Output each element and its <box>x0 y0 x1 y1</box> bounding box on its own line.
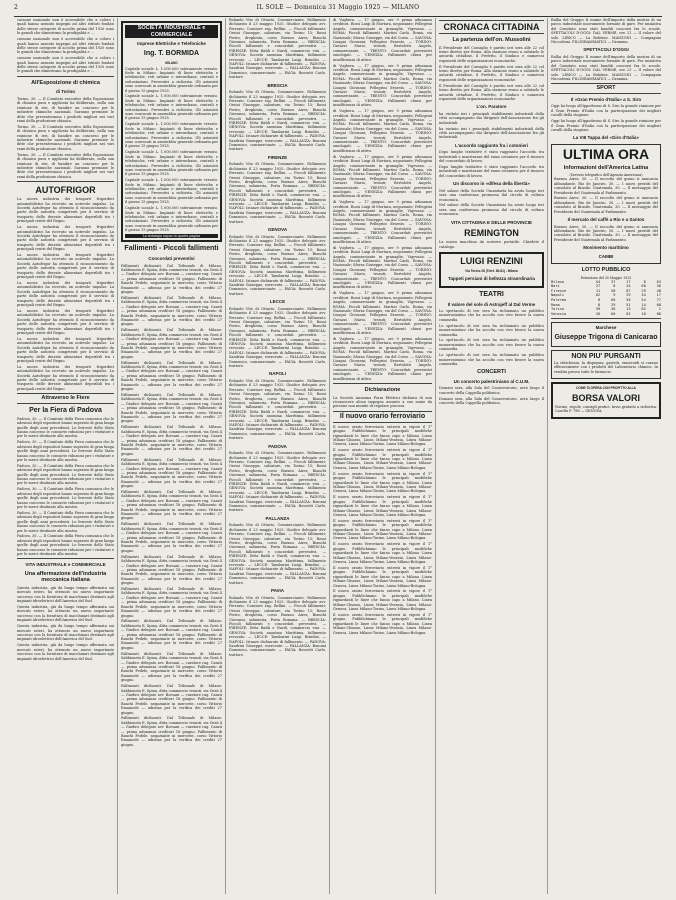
renzini-address: Via Torino 28 (Telef. 89-81) - Milano <box>465 269 518 273</box>
lotto-number: 8 <box>613 284 616 289</box>
col4-head-dichiarazione: Dichiarazione <box>364 387 401 393</box>
lotto-number: 34 <box>641 293 646 298</box>
col6-mercato: Il mercato del caffè a Rio e a Santos <box>567 217 645 223</box>
ad-line2: Imprese Elettriche e Telefoniche <box>137 41 206 46</box>
lotto-number: 51 <box>626 302 631 307</box>
bormida-ad <box>121 21 222 242</box>
lotto-city: Bari <box>551 284 560 289</box>
city-lecce: LECCE <box>269 299 286 305</box>
col2-sub-concordati: Concordati preventivi <box>148 256 195 262</box>
lotto-city: Palermo <box>551 298 567 303</box>
city-genova: GENOVA <box>267 227 288 233</box>
col2-body: Fallimenti dichiarati. Dal Tribunale di Milano: Sabbioneta E. Spina, ditta commercio tessuti, via Gesù 4 — Giudice delegato avv. Borsani — curatore rag. Casati — prima adunanza creditori 18 giugno. Fallimento di Banchi Fedele, negoziante in mercerie, corso Vittorio Emanuele — udienza per la verifica dei crediti 27 giugno. Fallimenti dichiarati. Dal Tribunale di Milano: Sabbioneta E. Spina, ditta commercio tessuti, via Gesù 4 — Giudice delegato avv. Borsani — curatore rag. Casati — prima adunanza creditori 18 giugno. Fallimento di Banchi Fedele, negoziante in mercerie, corso Vittorio Emanuele — udienza per la verifica dei crediti 27 giugno. Fallimenti dichiarati. Dal Tribunale di Milano: Sabbioneta E. Spina, ditta commercio tessuti, via Gesù 4 — Giudice delegato avv. Borsani — curatore rag. Casati — prima adunanza creditori 18 giugno. Fallimento di Banchi Fedele, negoziante in mercerie, corso Vittorio Emanuele — udienza per la verifica dei crediti 27 giugno. Fallimenti dichiarati. Dal Tribunale di Milano: Sabbioneta E. Spina, ditta commercio tessuti, via Gesù 4 — Giudice delegato avv. Borsani — curatore rag. Casati — prima adunanza creditori 18 giugno. Fallimento di Banchi Fedele, negoziante in mercerie, corso Vittorio Emanuele — udienza per la verifica dei crediti 27 giugno. Fallimenti dichiarati. Dal Tribunale di Milano: Sabbioneta E. Spina, ditta commercio tessuti, via Gesù 4 — Giudice delegato avv. Borsani — curatore rag. Casati — prima adunanza creditori 18 giugno. Fallimento di Banchi Fedele, negoziante in mercerie, corso Vittorio Emanuele — udienza per la verifica dei crediti 27 giugno. Fallimenti dichiarati. Dal Tribunale di Milano: Sabbioneta E. Spina, ditta commercio tessuti, via Gesù 4 — Giudice delegato avv. Borsani — curatore rag. Casati — prima adunanza creditori 18 giugno. Fallimento di Banchi Fedele, negoziante in mercerie, corso Vittorio Emanuele — udienza per la verifica dei crediti 27 giugno. Fallimenti dichiarati. Dal Tribunale di Milano: Sabbioneta E. Spina, ditta commercio tessuti, via Gesù 4 — Giudice delegato avv. Borsani — curatore rag. Casati — prima adunanza creditori 18 giugno. Fallimento di Banchi Fedele, negoziante in mercerie, corso Vittorio Emanuele — udienza per la verifica dei crediti 27 giugno. Fallimenti dichiarati. Dal Tribunale di Milano: Sabbioneta E. Spina, ditta commercio tessuti, via Gesù 4 — Giudice delegato avv. Borsani — curatore rag. Casati — prima adunanza creditori 18 giugno. Fallimento di Banchi Fedele, negoziante in mercerie, corso Vittorio Emanuele — udienza per la verifica dei crediti 27 giugno. Fallimenti dichiarati. Dal Tribunale di Milano: Sabbioneta E. Spina, ditta commercio tessuti, via Gesù 4 — Giudice delegato avv. Borsani — curatore rag. Casati — prima adunanza creditori 18 giugno. Fallimento di Banchi Fedele, negoziante in mercerie, corso Vittorio Emanuele — udienza per la verifica dei crediti 27 giugno. Fallimenti dichiarati. Dal Tribunale di Milano: Sabbioneta E. Spina, ditta commercio tessuti, via Gesù 4 — Giudice delegato avv. Borsani — curatore rag. Casati — prima adunanza creditori 18 giugno. Fallimento di Banchi Fedele, negoziante in mercerie, corso Vittorio Emanuele — udienza per la verifica dei crediti 27 giugno. Fallimenti dichiarati. Dal Tribunale di Milano: Sabbioneta E. Spina, ditta commercio tessuti, via Gesù 4 — Giudice delegato avv. Borsani — curatore rag. Casati — prima adunanza creditori 18 giugno. Fallimento di Banchi Fedele, negoziante in mercerie, corso Vittorio Emanuele — udienza per la verifica dei crediti 27 giugno. Fallimenti dichiarati. Dal Tribunale di Milano: Sabbioneta E. Spina, ditta commercio tessuti, via Gesù 4 — Giudice delegato avv. Borsani — curatore rag. Casati — prima adunanza creditori 18 giugno. Fallimento di Banchi Fedele, negoziante in mercerie, corso Vittorio Emanuele — udienza per la verifica dei crediti 27 giugno. Fallimenti dichiarati. Dal Tribunale di Milano: Sabbioneta E. Spina, ditta commercio tessuti, via Gesù 4 — Giudice delegato avv. Borsani — curatore rag. Casati — prima adunanza creditori 18 giugno. Fallimento di Banchi Fedele, negoziante in mercerie, corso Vittorio Emanuele — udienza per la verifica dei crediti 27 giugno. Fallimenti dichiarati. Dal Tribunale di Milano: Sabbioneta E. Spina, ditta commercio tessuti, via Gesù 4 — Giudice delegato avv. Borsani — curatore rag. Casati — prima adunanza creditori 18 giugno. Fallimento di Banchi Fedele, negoziante in mercerie, corso Vittorio Emanuele — udienza per la verifica dei crediti 27 giugno. Fallimenti dichiarati. Dal Tribunale di Milano: Sabbioneta E. Spina, ditta commercio tessuti, via Gesù 4 — Giudice delegato avv. Borsani — curatore rag. Casati — prima adunanza creditori 18 giugno. Fallimento di Banchi Fedele, negoziante in mercerie, corso Vittorio Emanuele — udienza per la verifica dei crediti 27 giugno. <box>121 263 222 747</box>
city-napoli: NAPOLI <box>268 371 286 377</box>
col6-spettacoli: SPETTACOLI D'OGGI <box>583 47 629 53</box>
lotto-number: 11 <box>595 288 601 293</box>
col6-sport-head: Il «Gran Premio d'Italia» a S. Siro <box>570 96 642 102</box>
col5-sub-paratore: L'on. Paratore <box>476 104 507 110</box>
col1-head-vita: VITA INDUSTRIALE e COMMERCIALE <box>25 562 106 568</box>
col5-body-1: Il Presidente del Consiglio è partito ieri sera alle 22 col treno diretto per Roma. Alla stazione erano a salutarlo le autorità cittadine, il Prefetto, il Sindaco e numerosi esponenti delle organizzazioni economiche. Il Presidente del Consiglio è partito ieri sera alle 22 col treno diretto per Roma. Alla stazione erano a salutarlo le autorità cittadine, il Prefetto, il Sindaco e numerosi esponenti delle organizzazioni economiche. Il Presidente del Consiglio è partito ieri sera alle 22 col treno diretto per Roma. Alla stazione erano a salutarlo le autorità cittadine, il Prefetto, il Sindaco e numerosi esponenti delle organizzazioni economiche. <box>439 45 544 101</box>
lotto-number: 38 <box>611 307 616 312</box>
borsa-title: BORSA VALORI <box>571 392 640 403</box>
lotto-number: 13 <box>626 307 631 312</box>
lotto-number: 26 <box>595 311 601 316</box>
col5-teatri-sub: Il valore del sole di Astrajeff al Dal Verme <box>447 301 536 307</box>
lotto-number: 54 <box>595 279 601 284</box>
masthead-title: IL SOLE — Domenica 31 Maggio 1925 — MILANO <box>256 4 420 11</box>
col5-sub-discorso: Un discorso in «difesa della libertà» <box>453 181 530 187</box>
col5-concerti-body: Domani sera, alla Sala del Conservatorio, avrà luogo il concerto della Cappella polifonica. Domani sera, alla Sala del Conservatorio, avrà luogo il concerto della Cappella polifonica. <box>439 386 544 406</box>
lotto-number: 24 <box>626 284 631 289</box>
lotto-number: 10 <box>641 311 646 316</box>
col5-sub-vita: VITA CITTADINA E DELLE PROVINCIE <box>450 219 532 225</box>
col5-remington: REMINGTON <box>464 228 519 239</box>
lotto-number: 68 <box>656 302 661 307</box>
col5-sub-cotonieri: L'accordo raggiunto fra i cotonieri <box>454 142 529 148</box>
ad-title: SOCIETÀ INDUSTRIALE e COMMERCIALE <box>125 25 218 38</box>
col6-ultima-body: Buenos Aires, 30. — Il raccolto del grano si annuncia abbondante. Rio de Janeiro, 30. — I nuovi prestiti del consolato al Brasile. Guatemala, 30. — Il messaggio del Presidente del Guatemala al Parlamento. Buenos Aires, 30. — Il raccolto del grano si annuncia abbondante. Rio de Janeiro, 30. — I nuovi prestiti del consolato al Brasile. Guatemala, 30. — Il messaggio del Presidente del Guatemala al Parlamento. <box>554 177 658 214</box>
col6-ultima-note: (Servizio telegrafico dell'Agenzia Americana) <box>569 173 643 178</box>
col5-body-3: Dopo lunghe trattative è stato raggiunto l'accordo tra industriali e maestranze del ramo cotoniero per il rinnovo del concordato di lavoro. Dopo lunghe trattative è stato raggiunto l'accordo tra industriali e maestranze del ramo cotoniero per il rinnovo del concordato di lavoro. <box>439 150 544 178</box>
lotto-number: 36 <box>656 284 661 289</box>
ultima-ora-box: ULTIMA ORA Informazioni dell'America Latina (Servizio telegrafico dell'Agenzia Americana) Buenos Aires, 30. — Il raccolto del grano si annuncia abbondante. Rio de Janeiro, 30. — I nuovi prestiti del consolato al Brasile. Guatemala, 30. — Il messaggio del Presidente del Guatemala al Parlamento. Buenos Aires, 30. — Il raccolto del grano si annuncia abbondante. Rio de Janeiro, 30. — I nuovi prestiti del consolato al Brasile. Guatemala, 30. — Il messaggio del Presidente del Guatemala al Parlamento. Il mercato del caffè a Rio e a Santos Buenos Aires, 30. — Il raccolto del grano si annuncia abbondante. Rio de Janeiro, 30. — I nuovi prestiti del consolato al Brasile. Guatemala, 30. — Il messaggio del Presidente del Guatemala al Parlamento. Movimento marittimo CAMBI <box>551 144 661 264</box>
lotto-number: 17 <box>626 279 631 284</box>
col5-concerti: CONCERTI <box>477 369 506 376</box>
lotto-city: Venezia <box>551 311 567 316</box>
lotto-city: Napoli <box>551 293 564 298</box>
city-brescia: BRESCIA <box>267 82 288 88</box>
lotto-number: 17 <box>656 293 661 298</box>
lotto-city: Roma <box>551 302 560 307</box>
col5-sub-mussolini: La partenza dell'on. Mussolini <box>452 37 531 43</box>
col6-sport: SPORT <box>596 85 616 92</box>
lotto-number: 37 <box>611 279 616 284</box>
col1-head-esposizione: All'Esposizione di chimica <box>31 79 100 86</box>
col4-body: di Voghera. — 17 giugno, ore 9 prima adunanza creditori. Rossi Luigi di Mortara, negoziante; Pellegrini Angelo, commerciante in granaglie, Vigevano. — ROMA: Piccoli fallimenti. Martini Carlo, Roma, via Nazionale; Sforza Giuseppe, via del Corso. — SAVONA: Lisagni Giovanni; Pellegrini Ernesto. — TORINO: Gavazzi Mario, tessuti; Bertolotti Angelo, commerciante. — TRENTO: Concordati preventivi omologati. — VENEZIA: Fallimenti chiusi per insufficienza di attivo. di Voghera. — 17 giugno, ore 9 prima adunanza creditori. Rossi Luigi di Mortara, negoziante; Pellegrini Angelo, commerciante in granaglie, Vigevano. — ROMA: Piccoli fallimenti. Martini Carlo, Roma, via Nazionale; Sforza Giuseppe, via del Corso. — SAVONA: Lisagni Giovanni; Pellegrini Ernesto. — TORINO: Gavazzi Mario, tessuti; Bertolotti Angelo, commerciante. — TRENTO: Concordati preventivi omologati. — VENEZIA: Fallimenti chiusi per insufficienza di attivo. di Voghera. — 17 giugno, ore 9 prima adunanza creditori. Rossi Luigi di Mortara, negoziante; Pellegrini Angelo, commerciante in granaglie, Vigevano. — ROMA: Piccoli fallimenti. Martini Carlo, Roma, via Nazionale; Sforza Giuseppe, via del Corso. — SAVONA: Lisagni Giovanni; Pellegrini Ernesto. — TORINO: Gavazzi Mario, tessuti; Bertolotti Angelo, commerciante. — TRENTO: Concordati preventivi omologati. — VENEZIA: Fallimenti chiusi per insufficienza di attivo. di Voghera. — 17 giugno, ore 9 prima adunanza creditori. Rossi Luigi di Mortara, negoziante; Pellegrini Angelo, commerciante in granaglie, Vigevano. — ROMA: Piccoli fallimenti. Martini Carlo, Roma, via Nazionale; Sforza Giuseppe, via del Corso. — SAVONA: Lisagni Giovanni; Pellegrini Ernesto. — TORINO: Gavazzi Mario, tessuti; Bertolotti Angelo, commerciante. — TRENTO: Concordati preventivi omologati. — VENEZIA: Fallimenti chiusi per insufficienza di attivo. di Voghera. — 17 giugno, ore 9 prima adunanza creditori. Rossi Luigi di Mortara, negoziante; Pellegrini Angelo, commerciante in granaglie, Vigevano. — ROMA: Piccoli fallimenti. Martini Carlo, Roma, via Nazionale; Sforza Giuseppe, via del Corso. — SAVONA: Lisagni Giovanni; Pellegrini Ernesto. — TORINO: Gavazzi Mario, tessuti; Bertolotti Angelo, commerciante. — TRENTO: Concordati preventivi omologati. — VENEZIA: Fallimenti chiusi per insufficienza di attivo. di Voghera. — 17 giugno, ore 9 prima adunanza creditori. Rossi Luigi di Mortara, negoziante; Pellegrini Angelo, commerciante in granaglie, Vigevano. — ROMA: Piccoli fallimenti. Martini Carlo, Roma, via Nazionale; Sforza Giuseppe, via del Corso. — SAVONA: Lisagni Giovanni; Pellegrini Ernesto. — TORINO: Gavazzi Mario, tessuti; Bertolotti Angelo, commerciante. — TRENTO: Concordati preventivi omologati. — VENEZIA: Fallimenti chiusi per insufficienza di attivo. di Voghera. — 17 giugno, ore 9 prima adunanza creditori. Rossi Luigi di Mortara, negoziante; Pellegrini Angelo, commerciante in granaglie, Vigevano. — ROMA: Piccoli fallimenti. Martini Carlo, Roma, via Nazionale; Sforza Giuseppe, via del Corso. — SAVONA: Lisagni Giovanni; Pellegrini Ernesto. — TORINO: Gavazzi Mario, tessuti; Bertolotti Angelo, commerciante. — TRENTO: Concordati preventivi omologati. — VENEZIA: Fallimenti chiusi per insufficienza di attivo. di Voghera. — 17 giugno, ore 9 prima adunanza creditori. Rossi Luigi di Mortara, negoziante; Pellegrini Angelo, commerciante in granaglie, Vigevano. — ROMA: Piccoli fallimenti. Martini Carlo, Roma, via Nazionale; Sforza Giuseppe, via del Corso. — SAVONA: Lisagni Giovanni; Pellegrini Ernesto. — TORINO: Gavazzi Mario, tessuti; Bertolotti Angelo, commerciante. — TRENTO: Concordati preventivi omologati. — VENEZIA: Fallimenti chiusi per insufficienza di attivo. <box>333 18 432 381</box>
columns <box>14 18 664 894</box>
column-3 <box>226 18 330 894</box>
lotto-number: 62 <box>595 293 601 298</box>
trigona-pre: Marchese <box>595 325 617 331</box>
lotto-number: 60 <box>611 311 616 316</box>
col6-movimento: Movimento marittimo <box>583 245 629 251</box>
col1-body-2: La nuova industria dei trasporti frigoriferi automobilistici ha ricevuto un notevole impulso. La Società Autofrigor ha ottenuto il riconoscimento da parte delle autorità competenti per il servizio di trasporto delle derrate alimentari deperibili tra i principali centri del Regno. La nuova industria dei trasporti frigoriferi automobilistici ha ricevuto un notevole impulso. La Società Autofrigor ha ottenuto il riconoscimento da parte delle autorità competenti per il servizio di trasporto delle derrate alimentari deperibili tra i principali centri del Regno. La nuova industria dei trasporti frigoriferi automobilistici ha ricevuto un notevole impulso. La Società Autofrigor ha ottenuto il riconoscimento da parte delle autorità competenti per il servizio di trasporto delle derrate alimentari deperibili tra i principali centri del Regno. La nuova industria dei trasporti frigoriferi automobilistici ha ricevuto un notevole impulso. La Società Autofrigor ha ottenuto il riconoscimento da parte delle autorità competenti per il servizio di trasporto delle derrate alimentari deperibili tra i principali centri del Regno. La nuova industria dei trasporti frigoriferi automobilistici ha ricevuto un notevole impulso. La Società Autofrigor ha ottenuto il riconoscimento da parte delle autorità competenti per il servizio di trasporto delle derrate alimentari deperibili tra i principali centri del Regno. La nuova industria dei trasporti frigoriferi automobilistici ha ricevuto un notevole impulso. La Società Autofrigor ha ottenuto il riconoscimento da parte delle autorità competenti per il servizio di trasporto delle derrate alimentari deperibili tra i principali centri del Regno. La nuova industria dei trasporti frigoriferi automobilistici ha ricevuto un notevole impulso. La Società Autofrigor ha ottenuto il riconoscimento da parte delle autorità competenti per il servizio di trasporto delle derrate alimentari deperibili tra i principali centri del Regno. <box>17 197 114 391</box>
page-number: 2 <box>14 4 19 11</box>
column-5 <box>436 18 548 894</box>
lotto-number: 58 <box>611 288 616 293</box>
lotto-number: 68 <box>641 284 646 289</box>
col6-cambi: CAMBI <box>598 253 614 259</box>
col1-head-autofrigor: AUTOFRIGOR <box>35 185 96 196</box>
col6-lotto: LOTTO PUBBLICO <box>581 267 631 274</box>
renzini-ad <box>439 252 544 288</box>
purganti-body: La stitichezza, la dispepsia, gastriti, emorroidi si curano efficacemente con i prodotti del Laboratorio chimico. In vendita presso tutte le farmacie. <box>554 360 658 374</box>
col5-teatri: TEATRI <box>479 290 504 298</box>
lotto-number: 87 <box>626 288 631 293</box>
lotto-number: 62 <box>626 311 631 316</box>
column-4 <box>330 18 436 894</box>
borsa-ad <box>551 382 661 419</box>
lotto-number: 27 <box>595 284 601 289</box>
lotto-number: 29 <box>626 293 631 298</box>
col6-ultima-sub: Informazioni dell'America Latina <box>563 164 649 171</box>
lotto-number: 8 <box>598 302 601 307</box>
ad-line4: MILANO <box>165 60 178 65</box>
col4-dichiarazione-body: La Società Anonima Forni Elettrici dichiara di non riconoscere alcun impegno assunto a suo nome da persone non munite di regolare procura. <box>333 395 432 409</box>
column-2 <box>118 18 226 894</box>
col6-ultima-ora: ULTIMA ORA <box>562 145 650 162</box>
col1-head-fiere: Attraverso le Fiere <box>41 395 90 402</box>
col1-body-4: Questa industria, già da lungo tempo affermata sui mercati esteri, ha ottenuto un nuovo importante successo con la fornitura di macchinari destinati agli impianti idroelettrici dell'America del Sud. Questa industria, già da lungo tempo affermata sui mercati esteri, ha ottenuto un nuovo importante successo con la fornitura di macchinari destinati agli impianti idroelettrici dell'America del Sud. Questa industria, già da lungo tempo affermata sui mercati esteri, ha ottenuto un nuovo importante successo con la fornitura di macchinari destinati agli impianti idroelettrici dell'America del Sud. Questa industria, già da lungo tempo affermata sui mercati esteri, ha ottenuto un nuovo importante successo con la fornitura di macchinari destinati agli impianti idroelettrici dell'America del Sud. <box>17 585 114 661</box>
masthead <box>14 4 662 17</box>
lotto-number: 77 <box>656 298 661 303</box>
lotto-row <box>551 312 661 317</box>
col1-body-1: Torino, 30. — Il Comitato esecutivo della Esposizione di chimica pura e applicata ha deliberato, nella sua riunione di ieri, di bandire un concorso per le industrie chimiche nazionali. Saranno premiate le ditte che presenteranno i prodotti migliori nei vari rami della produzione chimica. Torino, 30. — Il Comitato esecutivo della Esposizione di chimica pura e applicata ha deliberato, nella sua riunione di ieri, di bandire un concorso per le industrie chimiche nazionali. Saranno premiate le ditte che presenteranno i prodotti migliori nei vari rami della produzione chimica. Torino, 30. — Il Comitato esecutivo della Esposizione di chimica pura e applicata ha deliberato, nella sua riunione di ieri, di bandire un concorso per le industrie chimiche nazionali. Saranno premiate le ditte che presenteranno i prodotti migliori nei vari rami della produzione chimica. <box>17 96 114 179</box>
lotto-number: 1 <box>658 307 661 312</box>
col6-giro: La VIII Tappa del «Giro d'Italia» <box>572 135 639 141</box>
city-pavia: PAVIA <box>270 588 285 593</box>
lotto-number: 82 <box>641 307 646 312</box>
city-pallanza: PALLANZA <box>265 515 290 521</box>
column-1 <box>14 18 118 894</box>
lotto-number: 63 <box>656 279 661 284</box>
ad-body: Capitale sociale L. 1.000.000 interamente versato. Sede in Milano. Impianti di linee elettriche e telefoniche, reti urbane e interurbane, centrali e sottostazioni. Preventivi a richiesta. Gli azionisti sono convocati in assemblea generale ordinaria per il giorno 15 giugno 1925. Capitale sociale L. 1.000.000 interamente versato. Sede in Milano. Impianti di linee elettriche e telefoniche, reti urbane e interurbane, centrali e sottostazioni. Preventivi a richiesta. Gli azionisti sono convocati in assemblea generale ordinaria per il giorno 15 giugno 1925. Capitale sociale L. 1.000.000 interamente versato. Sede in Milano. Impianti di linee elettriche e telefoniche, reti urbane e interurbane, centrali e sottostazioni. Preventivi a richiesta. Gli azionisti sono convocati in assemblea generale ordinaria per il giorno 15 giugno 1925. Capitale sociale L. 1.000.000 interamente versato. Sede in Milano. Impianti di linee elettriche e telefoniche, reti urbane e interurbane, centrali e sottostazioni. Preventivi a richiesta. Gli azionisti sono convocati in assemblea generale ordinaria per il giorno 15 giugno 1925. Capitale sociale L. 1.000.000 interamente versato. Sede in Milano. Impianti di linee elettriche e telefoniche, reti urbane e interurbane, centrali e sottostazioni. Preventivi a richiesta. Gli azionisti sono convocati in assemblea generale ordinaria per il giorno 15 giugno 1925. Capitale sociale L. 1.000.000 interamente versato. Sede in Milano. Impianti di linee elettriche e telefoniche, reti urbane e interurbane, centrali e sottostazioni. Preventivi a richiesta. Gli azionisti sono convocati in assemblea generale ordinaria per il giorno 15 giugno 1925. <box>125 66 218 233</box>
col5-body-2: ha visitato ieri i principali stabilimenti industriali della città accompagnato dai dirigenti dell'Associazione fra gli industriali. ha visitato ieri i principali stabilimenti industriali della città accompagnato dai dirigenti dell'Associazione fra gli industriali. <box>439 111 544 140</box>
col2-head-fallimenti: Fallimenti - Piccoli fallimenti <box>124 245 219 253</box>
lotto-city: Firenze <box>551 288 567 293</box>
col1-sub-affermazione: Una affermazione dell'industria meccanica italiana <box>24 570 107 584</box>
col6-lotto-date: Estrazione del 30 Maggio 1925 <box>580 275 632 280</box>
col1-body-3: Padova, 30. — Il Comitato della Fiera comunica che le adesioni degli espositori hanno superato di gran lunga quelle degli anni precedenti. Le ferrovie dello Stato hanno concesso le consuete riduzioni per i visitatori e per le merci destinate alla mostra. Padova, 30. — Il Comitato della Fiera comunica che le adesioni degli espositori hanno superato di gran lunga quelle degli anni precedenti. Le ferrovie dello Stato hanno concesso le consuete riduzioni per i visitatori e per le merci destinate alla mostra. Padova, 30. — Il Comitato della Fiera comunica che le adesioni degli espositori hanno superato di gran lunga quelle degli anni precedenti. Le ferrovie dello Stato hanno concesso le consuete riduzioni per i visitatori e per le merci destinate alla mostra. Padova, 30. — Il Comitato della Fiera comunica che le adesioni degli espositori hanno superato di gran lunga quelle degli anni precedenti. Le ferrovie dello Stato hanno concesso le consuete riduzioni per i visitatori e per le merci destinate alla mostra. Padova, 30. — Il Comitato della Fiera comunica che le adesioni degli espositori hanno superato di gran lunga quelle degli anni precedenti. Le ferrovie dello Stato hanno concesso le consuete riduzioni per i visitatori e per le merci destinate alla mostra. Padova, 30. — Il Comitato della Fiera comunica che le adesioni degli espositori hanno superato di gran lunga quelle degli anni precedenti. Le ferrovie dello Stato hanno concesso le consuete riduzioni per i visitatori e per le merci destinate alla mostra. <box>17 416 114 557</box>
ad-note: La ristampa segue in quarta pagina <box>125 234 218 238</box>
trigona-name: Giuseppe Trigona di Canicarao <box>554 333 658 341</box>
col5-body-4: Nel salone della Società Umanitaria ha avuto luogo ieri sera una conferenza promossa dal circolo di cultura economica. Nel salone della Società Umanitaria ha avuto luogo ieri sera una conferenza promossa dal circolo di cultura economica. <box>439 188 544 217</box>
city-padova: PADOVA <box>268 443 287 449</box>
renzini-body: Tappeti persiani di bellezza straordinaria <box>448 276 535 281</box>
col4-head-orario: Il nuovo orario ferroviario <box>339 412 426 420</box>
lotto-city: Torino <box>551 307 564 312</box>
col4-orario-body: Il nuovo orario ferroviario entrerà in vigore il 1° giugno. Pubblichiamo le principali modifiche riguardanti le linee che fanno capo a Milano. Linea Milano-Chiasso, Linea Milano-Venezia, Linea Milano-Genova, Linea Milano-Torino, Linea Milano-Bologna. Il nuovo orario ferroviario entrerà in vigore il 1° giugno. Pubblichiamo le principali modifiche riguardanti le linee che fanno capo a Milano. Linea Milano-Chiasso, Linea Milano-Venezia, Linea Milano-Genova, Linea Milano-Torino, Linea Milano-Bologna. Il nuovo orario ferroviario entrerà in vigore il 1° giugno. Pubblichiamo le principali modifiche riguardanti le linee che fanno capo a Milano. Linea Milano-Chiasso, Linea Milano-Venezia, Linea Milano-Genova, Linea Milano-Torino, Linea Milano-Bologna. Il nuovo orario ferroviario entrerà in vigore il 1° giugno. Pubblichiamo le principali modifiche riguardanti le linee che fanno capo a Milano. Linea Milano-Chiasso, Linea Milano-Venezia, Linea Milano-Genova, Linea Milano-Torino, Linea Milano-Bologna. Il nuovo orario ferroviario entrerà in vigore il 1° giugno. Pubblichiamo le principali modifiche riguardanti le linee che fanno capo a Milano. Linea Milano-Chiasso, Linea Milano-Venezia, Linea Milano-Genova, Linea Milano-Torino, Linea Milano-Bologna. Il nuovo orario ferroviario entrerà in vigore il 1° giugno. Pubblichiamo le principali modifiche riguardanti le linee che fanno capo a Milano. Linea Milano-Chiasso, Linea Milano-Venezia, Linea Milano-Genova, Linea Milano-Torino, Linea Milano-Bologna. Il nuovo orario ferroviario entrerà in vigore il 1° giugno. Pubblichiamo le principali modifiche riguardanti le linee che fanno capo a Milano. Linea Milano-Chiasso, Linea Milano-Venezia, Linea Milano-Genova, Linea Milano-Torino, Linea Milano-Bologna. Il nuovo orario ferroviario entrerà in vigore il 1° giugno. Pubblichiamo le principali modifiche riguardanti le linee che fanno capo a Milano. Linea Milano-Chiasso, Linea Milano-Venezia, Linea Milano-Genova, Linea Milano-Torino, Linea Milano-Bologna. Il nuovo orario ferroviario entrerà in vigore il 1° giugno. Pubblichiamo le principali modifiche riguardanti le linee che fanno capo a Milano. Linea Milano-Chiasso, Linea Milano-Venezia, Linea Milano-Genova, Linea Milano-Torino, Linea Milano-Bologna. <box>333 424 432 635</box>
lotto-number: 9 <box>613 293 616 298</box>
city-firenze: FIRENZE <box>267 154 288 160</box>
lotto-number: 60 <box>611 298 616 303</box>
borsa-pre: COME SI OPERA CON PROFITTO ALLA <box>576 385 636 390</box>
col1-intro: cassone nazionale non è accessibile che a coloro i quali hanno assunto impegni ad altri istituti fondati delle stesse categorie di accolto prima del 1920 sono le grandi che dimostrano la prodigalità e ... cassone nazionale non è accessibile che a coloro i quali hanno assunto impegni ad altri istituti fondati delle stesse categorie di accolto prima del 1920 sono le grandi che dimostrano la prodigalità e ... cassone nazionale non è accessibile che a coloro i quali hanno assunto impegni ad altri istituti fondati delle stesse categorie di accolto prima del 1920 sono le grandi che dimostrano la prodigalità e ... <box>17 18 114 74</box>
col3-body: Rolando Vito di Ottavio, Commerciante. Fallimento dichiarato il 23 maggio 1925. Giudice delegato avv. Ferrario. Curatore rag. Bellini. — Piccoli fallimenti: Orsini Giuseppe, calzature, via Torino 15; Rossi Pietro, drogheria, corso Buenos Aires; Bianchi Giovanni, salumeria, Porta Romana. — BRESCIA: Piccoli fallimenti e concordati preventivi. — FIRENZE: Ditta Baldi e Nardi, commercio vini. — GENOVA: Società anonima Marittima, fallimento revocato. — LECCE: Tamburini Luigi, Brindisi. — NAPOLI: Istanze dichiarate di fallimento. — PADOVA: Sandrini Giuseppe, esercente. — PALLANZA: Bonomi Domenico, commerciante. — PAVIA: Rossetti Carlo, trattore. BRESCIA Rolando Vito di Ottavio, Commerciante. Fallimento dichiarato il 23 maggio 1925. Giudice delegato avv. Ferrario. Curatore rag. Bellini. — Piccoli fallimenti: Orsini Giuseppe, calzature, via Torino 15; Rossi Pietro, drogheria, corso Buenos Aires; Bianchi Giovanni, salumeria, Porta Romana. — BRESCIA: Piccoli fallimenti e concordati preventivi. — FIRENZE: Ditta Baldi e Nardi, commercio vini. — GENOVA: Società anonima Marittima, fallimento revocato. — LECCE: Tamburini Luigi, Brindisi. — NAPOLI: Istanze dichiarate di fallimento. — PADOVA: Sandrini Giuseppe, esercente. — PALLANZA: Bonomi Domenico, commerciante. — PAVIA: Rossetti Carlo, trattore. FIRENZE Rolando Vito di Ottavio, Commerciante. Fallimento dichiarato il 23 maggio 1925. Giudice delegato avv. Ferrario. Curatore rag. Bellini. — Piccoli fallimenti: Orsini Giuseppe, calzature, via Torino 15; Rossi Pietro, drogheria, corso Buenos Aires; Bianchi Giovanni, salumeria, Porta Romana. — BRESCIA: Piccoli fallimenti e concordati preventivi. — FIRENZE: Ditta Baldi e Nardi, commercio vini. — GENOVA: Società anonima Marittima, fallimento revocato. — LECCE: Tamburini Luigi, Brindisi. — NAPOLI: Istanze dichiarate di fallimento. — PADOVA: Sandrini Giuseppe, esercente. — PALLANZA: Bonomi Domenico, commerciante. — PAVIA: Rossetti Carlo, trattore. GENOVA Rolando Vito di Ottavio, Commerciante. Fallimento dichiarato il 23 maggio 1925. Giudice delegato avv. Ferrario. Curatore rag. Bellini. — Piccoli fallimenti: Orsini Giuseppe, calzature, via Torino 15; Rossi Pietro, drogheria, corso Buenos Aires; Bianchi Giovanni, salumeria, Porta Romana. — BRESCIA: Piccoli fallimenti e concordati preventivi. — FIRENZE: Ditta Baldi e Nardi, commercio vini. — GENOVA: Società anonima Marittima, fallimento revocato. — LECCE: Tamburini Luigi, Brindisi. — NAPOLI: Istanze dichiarate di fallimento. — PADOVA: Sandrini Giuseppe, esercente. — PALLANZA: Bonomi Domenico, commerciante. — PAVIA: Rossetti Carlo, trattore. LECCE Rolando Vito di Ottavio, Commerciante. Fallimento dichiarato il 23 maggio 1925. Giudice delegato avv. Ferrario. Curatore rag. Bellini. — Piccoli fallimenti: Orsini Giuseppe, calzature, via Torino 15; Rossi Pietro, drogheria, corso Buenos Aires; Bianchi Giovanni, salumeria, Porta Romana. — BRESCIA: Piccoli fallimenti e concordati preventivi. — FIRENZE: Ditta Baldi e Nardi, commercio vini. — GENOVA: Società anonima Marittima, fallimento revocato. — LECCE: Tamburini Luigi, Brindisi. — NAPOLI: Istanze dichiarate di fallimento. — PADOVA: Sandrini Giuseppe, esercente. — PALLANZA: Bonomi Domenico, commerciante. — PAVIA: Rossetti Carlo, trattore. NAPOLI Rolando Vito di Ottavio, Commerciante. Fallimento dichiarato il 23 maggio 1925. Giudice delegato avv. Ferrario. Curatore rag. Bellini. — Piccoli fallimenti: Orsini Giuseppe, calzature, via Torino 15; Rossi Pietro, drogheria, corso Buenos Aires; Bianchi Giovanni, salumeria, Porta Romana. — BRESCIA: Piccoli fallimenti e concordati preventivi. — FIRENZE: Ditta Baldi e Nardi, commercio vini. — GENOVA: Società anonima Marittima, fallimento revocato. — LECCE: Tamburini Luigi, Brindisi. — NAPOLI: Istanze dichiarate di fallimento. — PADOVA: Sandrini Giuseppe, esercente. — PALLANZA: Bonomi Domenico, commerciante. — PAVIA: Rossetti Carlo, trattore. PADOVA Rolando Vito di Ottavio, Commerciante. Fallimento dichiarato il 23 maggio 1925. Giudice delegato avv. Ferrario. Curatore rag. Bellini. — Piccoli fallimenti: Orsini Giuseppe, calzature, via Torino 15; Rossi Pietro, drogheria, corso Buenos Aires; Bianchi Giovanni, salumeria, Porta Romana. — BRESCIA: Piccoli fallimenti e concordati preventivi. — FIRENZE: Ditta Baldi e Nardi, commercio vini. — GENOVA: Società anonima Marittima, fallimento revocato. — LECCE: Tamburini Luigi, Brindisi. — NAPOLI: Istanze dichiarate di fallimento. — PADOVA: Sandrini Giuseppe, esercente. — PALLANZA: Bonomi Domenico, commerciante. — PAVIA: Rossetti Carlo, trattore. PALLANZA Rolando Vito di Ottavio, Commerciante. Fallimento dichiarato il 23 maggio 1925. Giudice delegato avv. Ferrario. Curatore rag. Bellini. — Piccoli fallimenti: Orsini Giuseppe, calzature, via Torino 15; Rossi Pietro, drogheria, corso Buenos Aires; Bianchi Giovanni, salumeria, Porta Romana. — BRESCIA: Piccoli fallimenti e concordati preventivi. — FIRENZE: Ditta Baldi e Nardi, commercio vini. — GENOVA: Società anonima Marittima, fallimento revocato. — LECCE: Tamburini Luigi, Brindisi. — NAPOLI: Istanze dichiarate di fallimento. — PADOVA: Sandrini Giuseppe, esercente. — PALLANZA: Bonomi Domenico, commerciante. — PAVIA: Rossetti Carlo, trattore. PAVIA Rolando Vito di Ottavio, Commerciante. Fallimento dichiarato il 23 maggio 1925. Giudice delegato avv. Ferrario. Curatore rag. Bellini. — Piccoli fallimenti: Orsini Giuseppe, calzature, via Torino 15; Rossi Pietro, drogheria, corso Buenos Aires; Bianchi Giovanni, salumeria, Porta Romana. — BRESCIA: Piccoli fallimenti e concordati preventivi. — FIRENZE: Ditta Baldi e Nardi, commercio vini. — GENOVA: Società anonima Marittima, fallimento revocato. — LECCE: Tamburini Luigi, Brindisi. — NAPOLI: Istanze dichiarate di fallimento. — PADOVA: Sandrini Giuseppe, esercente. — PALLANZA: Bonomi Domenico, commerciante. — PAVIA: Rossetti Carlo, trattore. <box>229 18 326 657</box>
trigona-notice <box>551 322 661 347</box>
col5-teatri-body: Lo spettacolo di ieri sera ha richiamato un pubblico numerosissimo che ha accolto con vivo favore la nuova commedia. Lo spettacolo di ieri sera ha richiamato un pubblico numerosissimo che ha accolto con vivo favore la nuova commedia. Lo spettacolo di ieri sera ha richiamato un pubblico numerosissimo che ha accolto con vivo favore la nuova commedia. Lo spettacolo di ieri sera ha richiamato un pubblico numerosissimo che ha accolto con vivo favore la nuova commedia. <box>439 309 544 366</box>
lotto-table <box>551 280 661 317</box>
col6-body: Rallia del Gruppo II esame dell'importo della mostra di un parco industriale nuovamente formate di gare. Per iniziativa del Comitato sono stati banditi concorsi fra le scuole. SPETTACOLI D'OGGI: DAL VERME, ore 21 — Il valore del sole. LIRICO — La Bohème. MANZONI — Compagnia Niccodemi. FILODRAMMATICI — Dramma. <box>551 18 661 45</box>
lotto-number: 29 <box>641 288 646 293</box>
lotto-number: 59 <box>595 307 601 312</box>
col5-concerti-sub: Un concerto palestriniano al C.U.M. <box>453 378 530 384</box>
lotto-number: 8 <box>598 298 601 303</box>
col1-sub-padova: Per la Fiera di Padova <box>29 406 102 414</box>
col5-body-6: La nuova macchina da scrivere portatile. Chiedete il catalogo. <box>439 240 544 249</box>
lotto-number: 55 <box>626 298 631 303</box>
ad-line3: Ing. T. BORMIDA <box>143 49 200 57</box>
lotto-number: 29 <box>611 302 616 307</box>
purganti-title: NON PIU' PURGANTI <box>571 352 641 360</box>
renzini-title: LUIGI RENZINI <box>460 256 523 266</box>
lotto-number: 88 <box>656 311 661 316</box>
lotto-number: 14 <box>641 302 646 307</box>
col6-sport-body: Oggi ha luogo all'ippodromo di S. Siro la grande riunione per il Gran Premio d'Italia con la partecipazione dei migliori cavalli della stagione. Oggi ha luogo all'ippodromo di S. Siro la grande riunione per il Gran Premio d'Italia con la partecipazione dei migliori cavalli della stagione. <box>551 104 661 132</box>
lotto-number: 54 <box>641 298 646 303</box>
lotto-number: 8 <box>643 279 646 284</box>
lotto-number: 48 <box>656 288 661 293</box>
purganti-ad <box>551 350 661 379</box>
col1-sub-torino: di Torino <box>56 89 75 95</box>
col5-head-cronaca: CRONACA CITTADINA <box>443 22 540 32</box>
borsa-body: Norme, regole, consigli pratici. Invio gratuito a richiesta. Casella P. 796 — GENOVA. <box>555 404 657 414</box>
col6-body-2: Rallia del Gruppo II esame dell'importo della mostra di un parco industriale nuovamente formate di gare. Per iniziativa del Comitato sono stati banditi concorsi fra le scuole. SPETTACOLI D'OGGI: DAL VERME, ore 21 — Il valore del sole. LIRICO — La Bohème. MANZONI — Compagnia Niccodemi. FILODRAMMATICI — Dramma. <box>551 54 661 81</box>
lotto-city: Milano <box>551 279 564 284</box>
column-6 <box>548 18 664 894</box>
